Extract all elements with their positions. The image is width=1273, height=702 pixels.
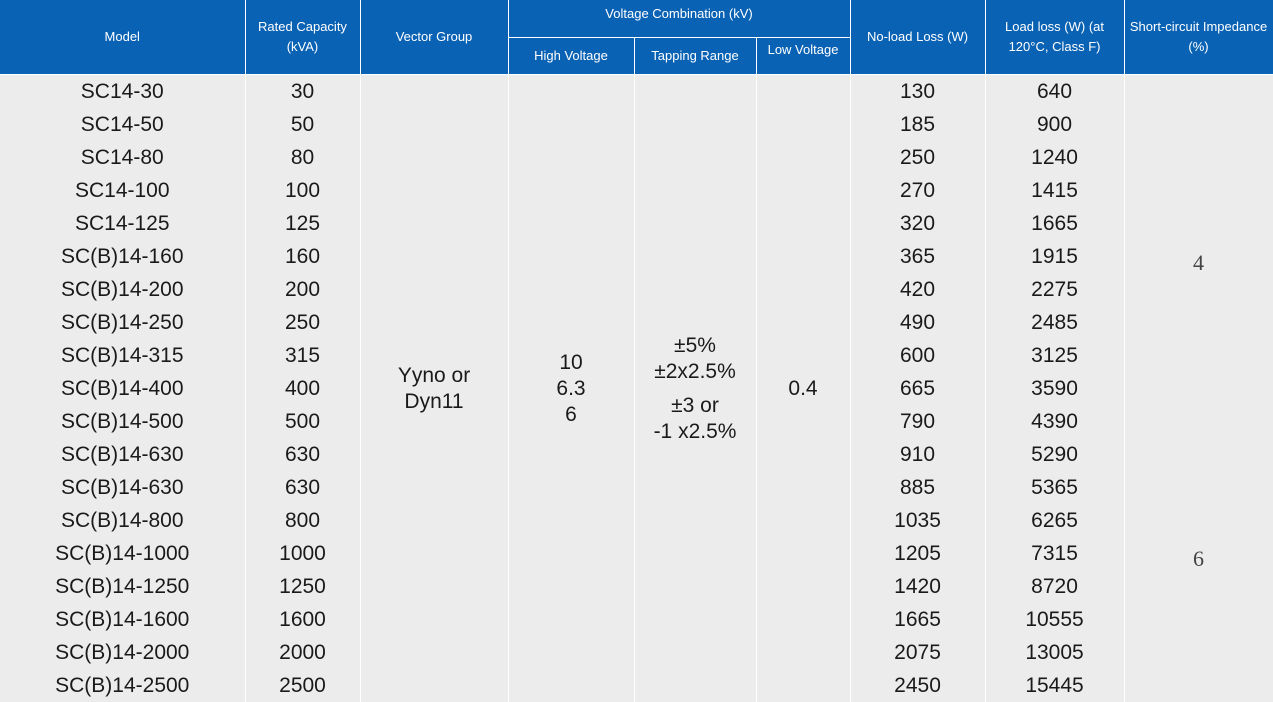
- vector-group-line-1: Yyno or: [398, 364, 470, 387]
- high-voltage-value-3: 6: [565, 403, 577, 426]
- cell-vector-group: [360, 75, 508, 702]
- cell-load-loss: 1415: [985, 174, 1124, 207]
- cell-model: SC(B)14-1000: [0, 537, 245, 570]
- header-low-voltage: Low Voltage: [756, 38, 850, 75]
- cell-rated-capacity: 2500: [245, 669, 360, 702]
- cell-load-loss: 2275: [985, 273, 1124, 306]
- cell-rated-capacity: 160: [245, 240, 360, 273]
- table-row: [0, 75, 1273, 109]
- header-tapping-range: Tapping Range: [634, 38, 756, 75]
- cell-rated-capacity: 400: [245, 372, 360, 405]
- cell-model: SC(B)14-630: [0, 471, 245, 504]
- header-high-voltage: High Voltage: [508, 38, 634, 75]
- tapping-range-spacer: [635, 385, 756, 393]
- cell-rated-capacity: 1600: [245, 603, 360, 636]
- cell-no-load-loss: 1205: [850, 537, 985, 570]
- cell-rated-capacity: 200: [245, 273, 360, 306]
- header-voltage-combination: Voltage Combination (kV): [508, 0, 850, 38]
- header-model: Model: [0, 0, 245, 75]
- table-header: [0, 0, 1273, 75]
- cell-rated-capacity: 630: [245, 471, 360, 504]
- cell-rated-capacity: 630: [245, 438, 360, 471]
- cell-model: SC14-100: [0, 174, 245, 207]
- cell-load-loss: 7315: [985, 537, 1124, 570]
- cell-load-loss: 3590: [985, 372, 1124, 405]
- cell-load-loss: 2485: [985, 306, 1124, 339]
- cell-rated-capacity: 800: [245, 504, 360, 537]
- cell-no-load-loss: 910: [850, 438, 985, 471]
- cell-no-load-loss: 2075: [850, 636, 985, 669]
- cell-no-load-loss: 130: [850, 75, 985, 109]
- cell-rated-capacity: 1000: [245, 537, 360, 570]
- cell-rated-capacity: 500: [245, 405, 360, 438]
- cell-model: SC(B)14-1250: [0, 570, 245, 603]
- cell-model: SC(B)14-160: [0, 240, 245, 273]
- high-voltage-value-2: 6.3: [556, 377, 585, 400]
- cell-low-voltage: 0.4: [756, 75, 850, 702]
- cell-load-loss: 900: [985, 108, 1124, 141]
- header-load-loss: Load loss (W) (at 120°C, Class F): [985, 0, 1124, 75]
- cell-no-load-loss: 1420: [850, 570, 985, 603]
- cell-load-loss: 1240: [985, 141, 1124, 174]
- cell-model: SC(B)14-2500: [0, 669, 245, 702]
- cell-model: SC(B)14-630: [0, 438, 245, 471]
- cell-model: SC14-30: [0, 75, 245, 109]
- cell-no-load-loss: 185: [850, 108, 985, 141]
- cell-model: SC(B)14-315: [0, 339, 245, 372]
- cell-load-loss: 4390: [985, 405, 1124, 438]
- cell-impedance-large: 6: [1124, 471, 1273, 702]
- vector-group-line-2: Dyn11: [404, 390, 463, 413]
- cell-impedance-small: 4: [1124, 75, 1273, 472]
- cell-rated-capacity: 125: [245, 207, 360, 240]
- cell-rated-capacity: 1250: [245, 570, 360, 603]
- cell-rated-capacity: 2000: [245, 636, 360, 669]
- cell-model: SC(B)14-1600: [0, 603, 245, 636]
- cell-no-load-loss: 490: [850, 306, 985, 339]
- cell-load-loss: 3125: [985, 339, 1124, 372]
- cell-load-loss: 15445: [985, 669, 1124, 702]
- cell-no-load-loss: 1035: [850, 504, 985, 537]
- cell-load-loss: 8720: [985, 570, 1124, 603]
- header-short-circuit-impedance: Short-circuit Impedance (%): [1124, 0, 1273, 75]
- tapping-range-line-3: ±3 or: [671, 394, 719, 417]
- cell-load-loss: 1915: [985, 240, 1124, 273]
- cell-no-load-loss: 600: [850, 339, 985, 372]
- cell-rated-capacity: 250: [245, 306, 360, 339]
- cell-no-load-loss: 250: [850, 141, 985, 174]
- cell-load-loss: 1665: [985, 207, 1124, 240]
- cell-model: SC14-50: [0, 108, 245, 141]
- cell-model: SC14-80: [0, 141, 245, 174]
- cell-no-load-loss: 1665: [850, 603, 985, 636]
- cell-no-load-loss: 365: [850, 240, 985, 273]
- cell-model: SC(B)14-400: [0, 372, 245, 405]
- cell-tapping-range: [634, 75, 756, 702]
- cell-no-load-loss: 320: [850, 207, 985, 240]
- cell-no-load-loss: 270: [850, 174, 985, 207]
- cell-no-load-loss: 790: [850, 405, 985, 438]
- tapping-range-line-4: -1 x2.5%: [654, 420, 737, 443]
- cell-model: SC(B)14-800: [0, 504, 245, 537]
- cell-no-load-loss: 420: [850, 273, 985, 306]
- header-no-load-loss: No-load Loss (W): [850, 0, 985, 75]
- cell-no-load-loss: 2450: [850, 669, 985, 702]
- high-voltage-value-1: 10: [559, 351, 582, 374]
- header-vector-group: Vector Group: [360, 0, 508, 75]
- cell-no-load-loss: 885: [850, 471, 985, 504]
- header-rated-capacity: Rated Capacity (kVA): [245, 0, 360, 75]
- cell-model: SC(B)14-250: [0, 306, 245, 339]
- tapping-range-line-2: ±2x2.5%: [654, 360, 736, 383]
- cell-model: SC(B)14-500: [0, 405, 245, 438]
- cell-load-loss: 5290: [985, 438, 1124, 471]
- cell-no-load-loss: 665: [850, 372, 985, 405]
- cell-rated-capacity: 100: [245, 174, 360, 207]
- cell-high-voltage: [508, 75, 634, 702]
- cell-load-loss: 5365: [985, 471, 1124, 504]
- cell-rated-capacity: 50: [245, 108, 360, 141]
- cell-load-loss: 640: [985, 75, 1124, 109]
- cell-model: SC(B)14-200: [0, 273, 245, 306]
- cell-load-loss: 13005: [985, 636, 1124, 669]
- cell-rated-capacity: 30: [245, 75, 360, 109]
- cell-model: SC(B)14-2000: [0, 636, 245, 669]
- cell-load-loss: 10555: [985, 603, 1124, 636]
- cell-model: SC14-125: [0, 207, 245, 240]
- cell-rated-capacity: 80: [245, 141, 360, 174]
- cell-load-loss: 6265: [985, 504, 1124, 537]
- cell-rated-capacity: 315: [245, 339, 360, 372]
- tapping-range-line-1: ±5%: [674, 334, 716, 357]
- table-body: [0, 75, 1273, 702]
